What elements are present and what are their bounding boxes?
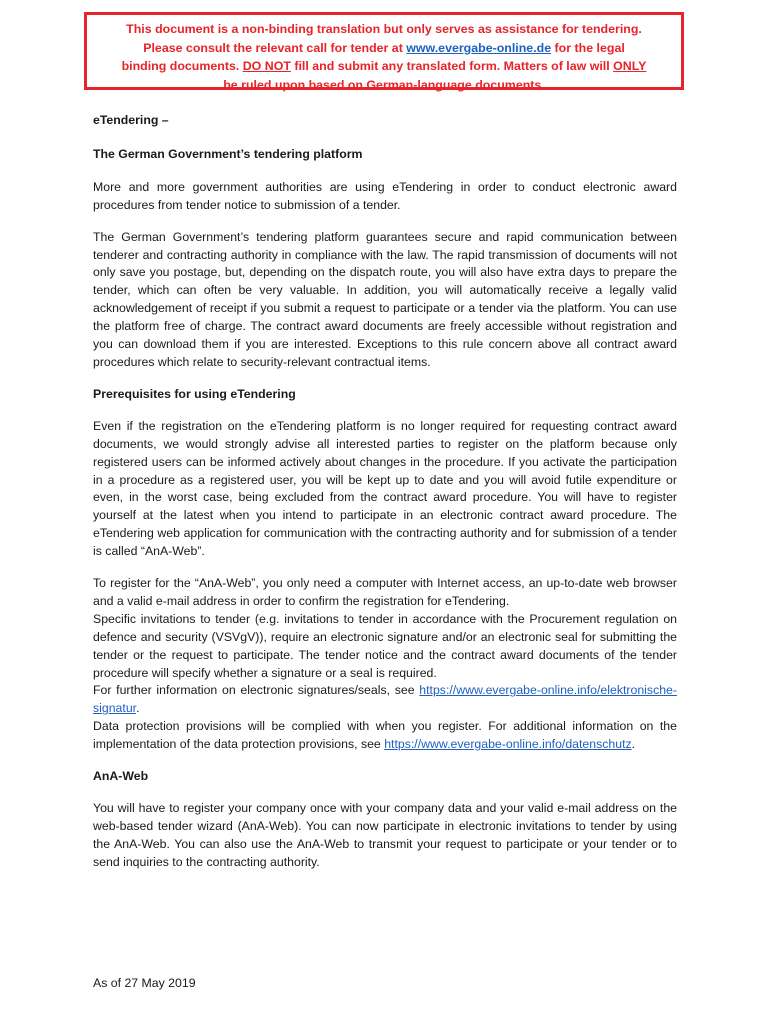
- signature-requirement: Specific invitations to tender (e.g. invitations to tender in accordance with the Procurement regulation on defence and security (VSVgV)), require an electronic signature and/or an electronic seal for submitting the tender or the request to participate. The tender notice and the contract award documents of the tender procedure will specify whether a signature or a seal is required.: [93, 611, 677, 680]
- translation-disclaimer-box: [84, 12, 684, 90]
- data-protection-text: Data protection provisions will be complied with when you register. For additional information on the implementation of the data protection provisions, see: [93, 719, 677, 752]
- signature-info: For further information on electronic signatures/seals, see https://www.evergabe-online.info/elektronische-signatur.: [93, 683, 677, 716]
- only-emphasis: ONLY: [613, 59, 647, 74]
- do-not-emphasis: DO NOT: [242, 59, 291, 74]
- doc-subtitle: The German Government’s tendering platform: [93, 146, 363, 161]
- disclaimer-text: for the legal: [551, 40, 625, 55]
- prerequisites-heading: Prerequisites for using eTendering: [93, 386, 296, 401]
- disclaimer-text: Please consult the relevant call for tender at: [143, 40, 407, 55]
- disclaimer-line-1: This document is a non-binding translation but only serves as assistance for tendering.: [126, 22, 642, 36]
- registration-intro: To register for the “AnA-Web”, you only need a computer with Internet access, an up-to-date web browser and a valid e-mail address in order to confirm the registration for eTendering.: [93, 576, 677, 608]
- data-protection-info: Data protection provisions will be complied with when you register. For additional information on the implementation of the data protection provisions, see https://www.evergabe-online.info/datenschutz.: [93, 719, 677, 752]
- footer-date: As of 27 May 2019: [93, 976, 196, 990]
- disclaimer-line-2: [91, 39, 677, 58]
- doc-title: eTendering –: [93, 113, 169, 127]
- disclaimer-text: binding documents.: [121, 59, 243, 74]
- registration-block: [93, 575, 677, 754]
- document-body: [93, 112, 677, 886]
- intro-paragraph: More and more government authorities are using eTendering in order to conduct electronic award procedures from tender notice to submission of a tender.: [93, 179, 677, 212]
- platform-paragraph: The German Government’s tendering platform guarantees secure and rapid communication between tenderer and contracting authority in compliance with the law. The rapid transmission of documents will not only save you postage, but, depending on the dispatch route, you will also have extra days to prepare the tender, which can often be very valuable. In addition, you will automatically receive a legally valid acknowledgement of receipt if you submit a request to participate or a tender via the platform. You can use the platform free of charge. The contract award documents are freely accessible without registration and you can download them if you are interested. Exceptions to this rule concern above all contract award procedures which relate to security-relevant contractual items.: [93, 229, 677, 369]
- evergabe-link[interactable]: www.evergabe-online.de: [406, 40, 552, 55]
- disclaimer-text: fill and submit any translated form. Matters of law will: [290, 59, 614, 74]
- disclaimer-line-3: [91, 57, 677, 76]
- prerequisites-paragraph: Even if the registration on the eTendering platform is no longer required for requesting contract award documents, we would strongly advise all interested parties to register on the platform because only registered users can be informed actively about changes in the procedure. If you activate the participation in a procedure as a registered user, you will be kept up to date and you will avoid futile expenditure or even, in the worst case, being excluded from the contract award procedure. You will have to register yourself at the latest when you intend to participate in an electronic contract award procedure. The eTendering web application for communication with the contracting authority and for submission of a tender is called “AnA-Web”.: [93, 418, 677, 559]
- disclaimer-line-4: be ruled upon based on German-language documents.: [223, 77, 545, 92]
- signature-info-text: For further information on electronic signatures/seals, see: [93, 683, 420, 698]
- data-protection-link[interactable]: https://www.evergabe-online.info/datenschutz: [384, 737, 632, 752]
- signature-link[interactable]: https://www.evergabe-online.info/elektronische-signatur: [93, 683, 677, 716]
- anaweb-paragraph: You will have to register your company once with your company data and your valid e-mail address on the web-based tender wizard (AnA-Web). You can now participate in electronic invitations to tender by using the AnA-Web. You can also use the AnA-Web to transmit your request to participate or your tender or to send inquiries to the contracting authority.: [93, 801, 677, 869]
- anaweb-heading: AnA-Web: [93, 769, 149, 784]
